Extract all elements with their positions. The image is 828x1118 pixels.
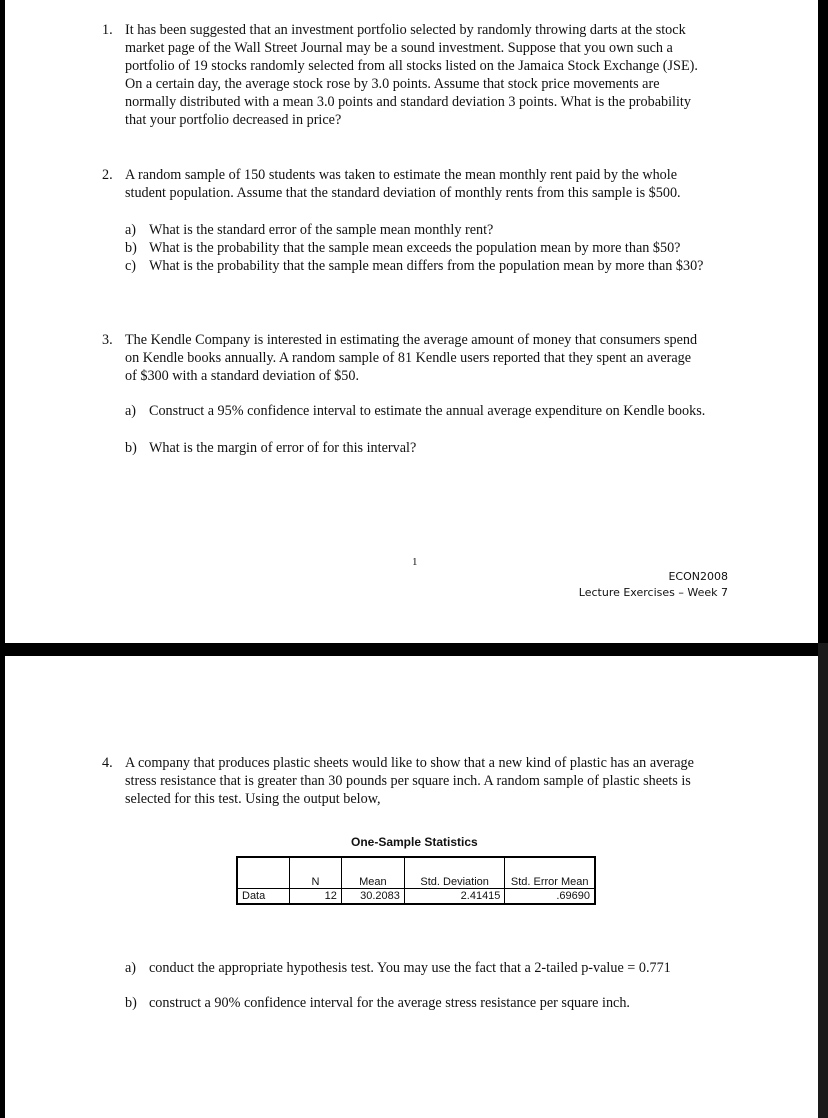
- text-line: on Kendle books annually. A random sample of 81 Kendle users reported that they spent an average: [125, 350, 692, 366]
- question-number: 3.: [102, 332, 113, 348]
- footer-course: ECON2008: [668, 570, 728, 583]
- part-text: What is the margin of error of for this interval?: [149, 440, 417, 456]
- part-text: Construct a 95% confidence interval to estimate the annual average expenditure on Kendle books.: [149, 403, 706, 419]
- table-cell: 12: [289, 889, 341, 905]
- text-line: portfolio of 19 stocks randomly selected from all stocks listed on the Jamaica Stock Exchange (JSE).: [125, 58, 698, 74]
- text-line: of $300 with a standard deviation of $50.: [125, 368, 360, 384]
- document-page-1: [5, 0, 818, 643]
- part-label: b): [125, 240, 137, 256]
- table-header-cell: Std. Error Mean: [505, 857, 595, 889]
- text-line: It has been suggested that an investment portfolio selected by randomly throwing darts at the stock: [125, 22, 686, 38]
- text-line: that your portfolio decreased in price?: [125, 112, 342, 128]
- part-label: a): [125, 960, 137, 976]
- text-line: stress resistance that is greater than 30 pounds per square inch. A random sample of plastic sheets is: [125, 773, 691, 789]
- text-line: A random sample of 150 students was taken to estimate the mean monthly rent paid by the whole: [125, 167, 678, 183]
- text-line: On a certain day, the average stock rose by 3.0 points. Assume that stock price movements are: [125, 76, 660, 92]
- text-line: selected for this test. Using the output below,: [125, 791, 381, 807]
- table-header-cell: N: [289, 857, 341, 889]
- table-header-cell: Std. Deviation: [404, 857, 505, 889]
- page-footer: [579, 569, 728, 601]
- part-label: c): [125, 258, 137, 274]
- table-header-row: [237, 857, 595, 889]
- table-cell: 30.2083: [341, 889, 404, 905]
- part-label: a): [125, 222, 137, 238]
- text-line: normally distributed with a mean 3.0 points and standard deviation 3 points. What is the probability: [125, 94, 691, 110]
- part-text: What is the probability that the sample mean differs from the population mean by more than $30?: [149, 258, 704, 274]
- part-text: conduct the appropriate hypothesis test. You may use the fact that a 2-tailed p-value = 0.771: [149, 960, 671, 976]
- question-text: [125, 166, 765, 202]
- text-line: The Kendle Company is interested in estimating the average amount of money that consumers spend: [125, 332, 698, 348]
- table-header-cell: Mean: [341, 857, 404, 889]
- footer-title: Lecture Exercises – Week 7: [578, 586, 728, 599]
- table-title: One-Sample Statistics: [351, 835, 478, 849]
- table-cell: 2.41415: [404, 889, 505, 905]
- question-text: [125, 21, 765, 129]
- question-number: 2.: [102, 167, 113, 183]
- document-page-2: [5, 656, 818, 1118]
- table-cell: Data: [237, 889, 289, 905]
- part-text: What is the probability that the sample mean exceeds the population mean by more than $50?: [149, 240, 681, 256]
- part-label: b): [125, 995, 137, 1011]
- table-cell: .69690: [505, 889, 595, 905]
- part-text: construct a 90% confidence interval for the average stress resistance per square inch.: [149, 995, 630, 1011]
- question-number: 4.: [102, 755, 113, 771]
- part-text: What is the standard error of the sample mean monthly rent?: [149, 222, 494, 238]
- one-sample-statistics-table: [236, 856, 596, 905]
- table-row: [237, 889, 595, 905]
- question-number: 1.: [102, 22, 113, 38]
- text-line: A company that produces plastic sheets would like to show that a new kind of plastic has an average: [125, 755, 694, 771]
- question-text: [125, 754, 765, 808]
- question-text: [125, 331, 765, 385]
- page-number: 1: [412, 556, 418, 568]
- table-header-cell: [237, 857, 289, 889]
- part-label: b): [125, 440, 137, 456]
- viewer-scrollbar-gutter: [818, 643, 828, 1118]
- text-line: market page of the Wall Street Journal may be a sound investment. Suppose that you own such a: [125, 40, 673, 56]
- part-label: a): [125, 403, 137, 419]
- text-line: student population. Assume that the standard deviation of monthly rents from this sample is $500.: [125, 185, 681, 201]
